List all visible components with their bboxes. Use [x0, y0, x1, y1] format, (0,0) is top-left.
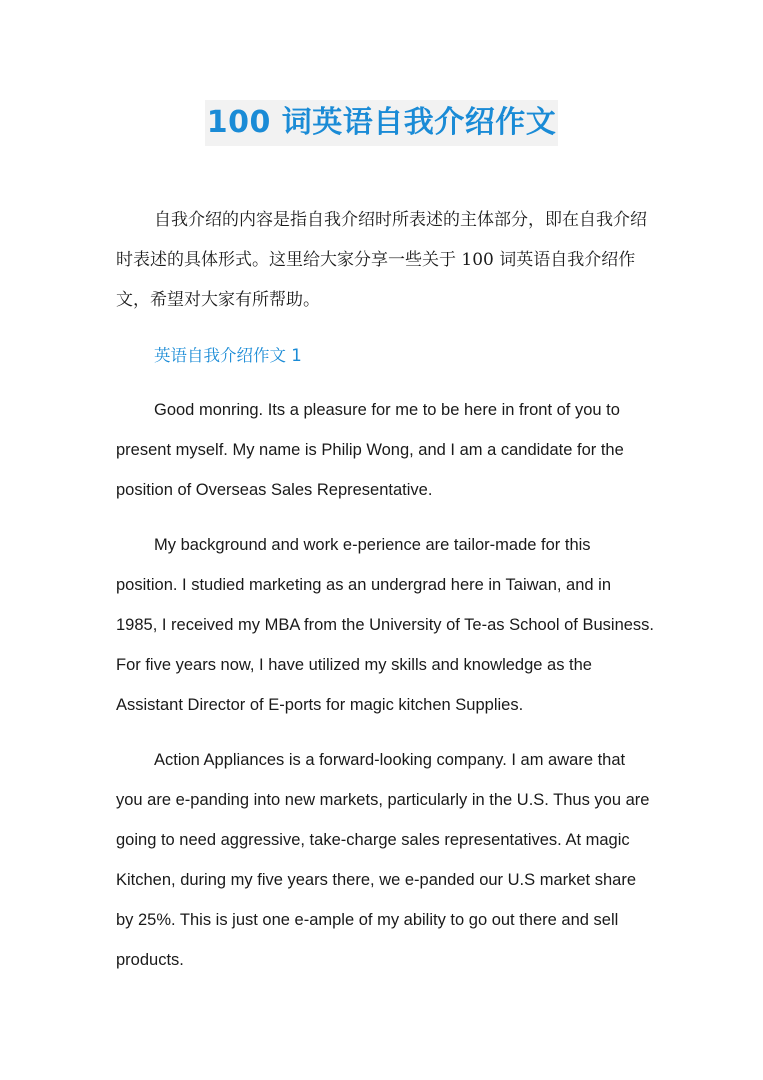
title-wrap: [0, 100, 763, 146]
intro-paragraph: 自我介绍的内容是指自我介绍时所表述的主体部分，即在自我介绍时表述的具体形式。这里给大家分享一些关于 100 词英语自我介绍作文，希望对大家有所帮助。: [116, 210, 647, 310]
section-heading: 英语自我介绍作文 1: [154, 346, 302, 365]
paragraph-3: Action Appliances is a forward-looking company. I am aware that you are e-panding into new markets, particularly in the U.S. Thus you are going to need aggressive, take-charge sales representatives. At magic Kitchen, during my five years there, we e-panded our U.S market share by 25%. This is just one e-ample of my ability to go out there and sell products.: [116, 751, 650, 969]
paragraph-1: Good monring. Its a pleasure for me to be here in front of you to present myself. My name is Philip Wong, and I am a candidate for the position of Overseas Sales Representative.: [116, 401, 624, 499]
paragraph-2: My background and work e-perience are tailor-made for this position. I studied marketing as an undergrad here in Taiwan, and in 1985, I received my MBA from the University of Te-as School of Business. For five years now, I have utilized my skills and knowledge as the Assistant Director of E-ports for magic kitchen Supplies.: [116, 536, 655, 714]
document-title: 100 词英语自我介绍作文: [205, 100, 559, 146]
